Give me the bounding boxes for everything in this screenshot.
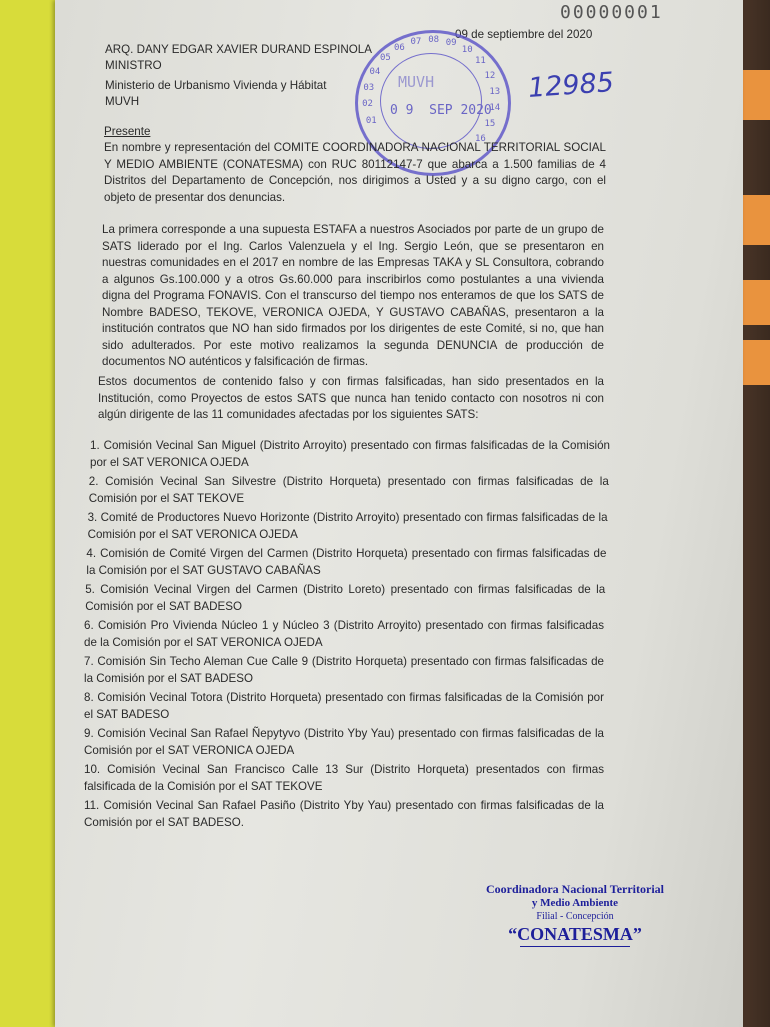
- list-item: 7. Comisión Sin Techo Aleman Cue Calle 9 (Distrito Horqueta) presentado con firmas falsificadas de la Comisión por el SAT BADESO: [84, 655, 604, 685]
- stamp-day-number: 02: [362, 99, 373, 110]
- seal-line: y Medio Ambiente: [531, 897, 619, 909]
- stamp-day-number: 16: [475, 133, 486, 144]
- list-item: 10. Comisión Vecinal San Francisco Calle 13 Sur (Distrito Horqueta) presentados con firmas falsificada de la Comisión por el SAT TEKOVE: [84, 763, 604, 793]
- stamp-day-number: 12: [484, 70, 496, 81]
- list-item: 9. Comisión Vecinal San Rafael Ñepytyvo (Distrito Yby Yau) presentado con firmas falsificadas de la Comisión por el SAT VERONICA OJEDA: [84, 727, 604, 757]
- paragraph-complaint: La primera corresponde a una supuesta ESTAFA a nuestros Asociados por parte de un grupo de SATS liderado por el Ing. Carlos Valenzuela y el Ing. Sergio León, que se presentaron en nuestras comunidades en el 2017 en nombre de las Empresas TAKA y SL Consultora, cobrando a algunos Gs.100.000 y a otros Gs.60.000 para inscribirlos como postulantes a una vivienda digna del Programa FONAVIS. Con el transcurso del tiempo nos enteramos de que los SATS de Nombre BADESO, TEKOVE, VERONICA OJEDA, Y GUSTAVO CABAÑAS, presentaron a la institución contratos que NO han sido firmados por los dirigentes de este Comité, si no, que han sido adulterados. Por este motivo realizamos la segunda DENUNCIA de producción de documentos NO auténticos y falsificación de firmas.: [102, 223, 604, 368]
- letter-date: 09 de septiembre del 2020: [455, 28, 593, 41]
- stamp-day-number: 06: [394, 43, 405, 54]
- list-item: 5. Comisión Vecinal Virgen del Carmen (Distrito Loreto) presentado con firmas falsificadas de la Comisión por el SAT BADESO: [85, 583, 606, 613]
- page-number: 00000001: [560, 2, 663, 23]
- recipient-title: MINISTRO: [105, 59, 162, 72]
- stamp-day-number: 01: [365, 115, 377, 126]
- stamp-day-number: 08: [428, 35, 440, 46]
- yellow-folder: [0, 0, 60, 1027]
- sticky-note: [740, 195, 770, 245]
- sticky-note: [740, 70, 770, 120]
- affected-communities-list: [84, 438, 610, 834]
- list-item: 1. Comisión Vecinal San Miguel (Distrito Arroyito) presentado con firmas falsificadas de la Comisión por el SAT VERONICA OJEDA: [90, 439, 610, 469]
- recipient-institution: Ministerio de Urbanismo Vivienda y Hábitat: [105, 79, 327, 92]
- handwritten-file-number: 12985: [527, 67, 615, 104]
- stamp-day-number: 09: [445, 37, 457, 48]
- stamp-day-number: 04: [369, 66, 381, 77]
- stamp-day-number: 10: [461, 45, 473, 56]
- stamp-day-number: 11: [475, 56, 486, 67]
- organization-seal: [470, 882, 680, 947]
- sticky-note: [740, 280, 770, 325]
- salutation: Presente: [104, 125, 151, 138]
- paragraph-documents: Estos documentos de contenido falso y con firmas falsificadas, han sido presentados en la Institución, como Proyectos de estos SATS que nunca han tenido contacto con nosotros ni con algún dirigente de las 11 comunidades afectadas por los siguientes SATS:: [98, 375, 604, 421]
- intro-paragraph: En nombre y representación del COMITE COORDINADORA NACIONAL TERRITORIAL SOCIAL Y MEDIO AMBIENTE (CONATESMA) con RUC 80112147-7 que abarca a 1.500 familias de 4 Distritos del Departamento de Concepción, nos dirigimos a Usted y a su digno cargo, con el objeto de presentar dos denuncias.: [104, 141, 606, 204]
- stamp-day-number: 14: [489, 103, 501, 114]
- seal-line: “CONATESMA”: [508, 924, 642, 944]
- list-item: 6. Comisión Pro Vivienda Núcleo 1 y Núcleo 3 (Distrito Arroyito) presentado con firmas falsificadas de la Comisión por el SAT VERONICA OJEDA: [84, 619, 604, 649]
- stamp-day-number: 05: [379, 53, 391, 64]
- list-item: 8. Comisión Vecinal Totora (Distrito Horqueta) presentado con firmas falsificadas de la Comisión por el SAT BADESO: [84, 691, 604, 721]
- stamp-org: MUVH: [398, 73, 435, 91]
- recipient-acronym: MUVH: [105, 95, 140, 108]
- seal-line: Filial - Concepción: [536, 911, 614, 922]
- signature-line: [520, 946, 630, 947]
- seal-line: Coordinadora Nacional Territorial: [486, 882, 664, 896]
- list-item: 11. Comisión Vecinal San Rafael Pasiño (Distrito Yby Yau) presentado con firmas falsificadas de la Comisión por el SAT BADESO.: [84, 799, 604, 829]
- stamp-day-number: 13: [489, 86, 501, 97]
- stamp-day-number: 03: [363, 82, 375, 93]
- list-item: 4. Comisión de Comité Virgen del Carmen (Distrito Horqueta) presentado con firmas falsificadas de la Comisión por el SAT GUSTAVO CABAÑAS: [86, 547, 607, 577]
- list-item: 2. Comisión Vecinal San Silvestre (Distrito Horqueta) presentado con firmas falsificadas de la Comisión por el SAT TEKOVE: [88, 475, 609, 505]
- stamp-day-number: 07: [410, 36, 422, 47]
- sticky-note: [740, 340, 770, 385]
- list-item: 3. Comité de Productores Nuevo Horizonte (Distrito Arroyito) presentado con firmas falsificadas de la Comisión por el SAT VERONICA OJEDA: [87, 511, 608, 541]
- stamp-inner-ring: [380, 53, 482, 149]
- recipient-name: ARQ. DANY EDGAR XAVIER DURAND ESPINOLA: [105, 43, 372, 56]
- stamp-day-number: 15: [484, 119, 496, 130]
- stamp-date: 0 9 SEP 2020: [390, 103, 492, 118]
